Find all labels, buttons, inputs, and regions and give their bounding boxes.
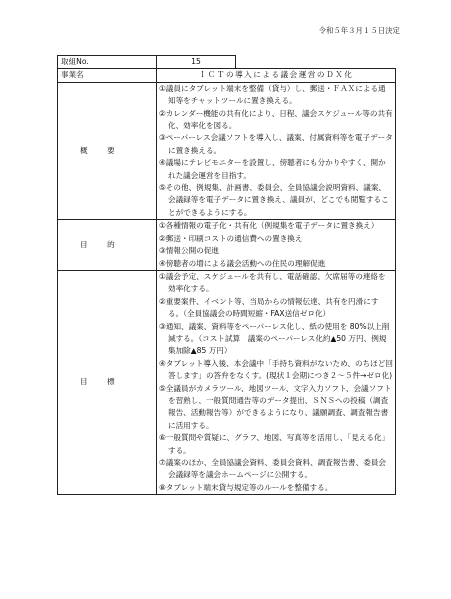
goal-item: ③通知、議案、資料等をペーパーレス化し、紙の使用を 80%以上削減する。（コスト試算 議案のペーパーレス化約▲50 万円、例規集加除▲85 万円） [159, 321, 390, 356]
purpose-label: 目 的 [58, 220, 157, 271]
purpose-item: ④傍聴者の増による議会活動への住民の理解促進 [159, 258, 326, 268]
goal-item: ⑧タブレット端末貸与規定等のルールを整備する。 [159, 482, 333, 492]
goal-item: ②重要案件、イベント等、当局からの情報伝達、共有を円滑にする。（全員協議会の時間短縮・FAX送信ゼロ化） [159, 296, 379, 319]
overview-item: ①議員にタブレット端末を整備（貸与）し、郵送・ＦＡＸによる通知等をチャットツールに置き換える。 [159, 83, 386, 106]
purpose-item: ③情報公開の促進 [159, 246, 219, 256]
project-row [58, 69, 396, 82]
overview-label: 概 要 [58, 82, 157, 219]
id-label: 取組No. [58, 56, 157, 69]
id-row [58, 56, 396, 69]
goal-item: ⑥一般質問や質疑に、グラフ、地図、写真等を活用し、「見える化」する。 [159, 433, 390, 455]
purpose-item: ②郵送・印刷コストの通信費への置き換え [159, 233, 303, 243]
id-value: 15 [157, 56, 236, 69]
goals-row [58, 270, 396, 494]
purpose-content [157, 220, 396, 271]
overview-item: ④議場にテレビモニターを設置し、傍聴者にも分かりやすく、開かれた議会運営を目指す。 [159, 158, 386, 180]
project-label: 事業名 [58, 69, 157, 82]
goals-content [157, 270, 396, 494]
goal-item: ①議会予定、スケジュールを共有し、電話確認、欠席届等の連絡を効率化する。 [159, 271, 386, 294]
goal-item: ⑦議案のほか、全員協議会資料、委員会資料、調査報告書、委員会会議録等を議会ホームページに公開する。 [159, 458, 387, 480]
project-table [57, 55, 396, 495]
goal-item: ⑤全議員がカメラツール、地図ツール、文字入力ソフト、会議ソフトを習熟し、一般質問通告等のデータ提出、ＳＮＳへの投稿（調査報告、活動報告等）ができるようになり、議願調査、調査報告書に活用する。 [159, 383, 392, 430]
decision-date: 令和５年３月１５日決定 [318, 26, 400, 35]
goals-label: 目 標 [58, 270, 157, 494]
overview-item: ②カレンダー機能の共有化により、日程、議会スケジュール等の共有化、効率化を図る。 [159, 108, 393, 131]
overview-content [157, 82, 396, 219]
goal-item: ④タブレット導入後、本会議中「手持ち資料がないため、のちほど回答します」の答弁をなくす。(現状１会期につき２～５件→ゼロ化) [159, 358, 393, 381]
purpose-item: ①各種情報の電子化・共有化（例規集を電子データに置き換え） [159, 221, 379, 231]
project-name: ＩＣＴの導入による議会運営のＤＸ化 [157, 69, 396, 82]
overview-item: ⑤その他、例規集、計画書、委員会、全員協議会説明資料、議案、会議録等を電子データに置き換え、議員が、どこでも閲覧することができるようにする。 [159, 183, 389, 217]
purpose-row [58, 220, 396, 271]
id-row-spacer [236, 56, 396, 69]
overview-item: ③ペーパーレス会議ソフトを導入し、議案、付属資料等を電子データに置き換える。 [159, 133, 393, 155]
overview-row [58, 82, 396, 219]
